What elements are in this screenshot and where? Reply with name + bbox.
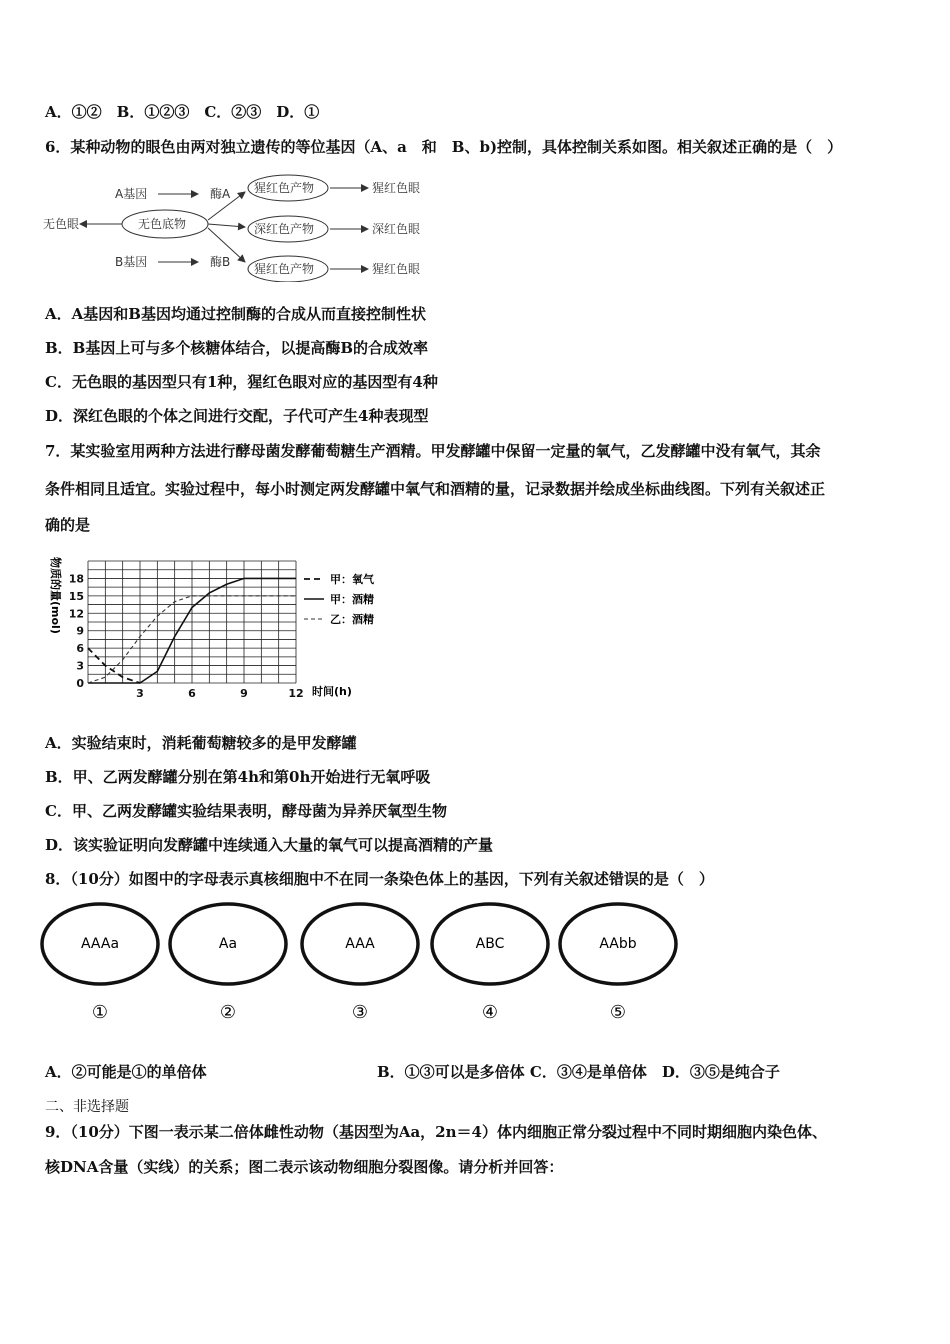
colorless-substrate-label: 无色底物 xyxy=(138,217,187,231)
chart-grid xyxy=(88,561,296,683)
top-product-label: 猩红色产物 xyxy=(254,181,315,195)
q8-option-a: A．②可能是①的单倍体 xyxy=(45,1063,207,1081)
q7-stem-line-3: 确的是 xyxy=(45,516,91,534)
legend-label-2: 乙：酒精 xyxy=(330,613,374,626)
cell-genes-1: AAAa xyxy=(80,936,120,952)
q7-option-b: B．甲、乙两发酵罐分别在第4h和第0h开始进行无氧呼吸 xyxy=(45,768,431,786)
q7-option-d: D．该实验证明向发酵罐中连续通入大量的氧气可以提高酒精的产量 xyxy=(45,836,494,854)
cell-genes-4: ABC xyxy=(475,936,505,952)
y-tick-label: 0 xyxy=(76,677,84,690)
cell-number-2: ② xyxy=(219,1002,237,1023)
bot-eye-label: 猩红色眼 xyxy=(372,262,421,276)
cell-genes-3: AAA xyxy=(345,936,375,952)
gene-a-label: A基因 xyxy=(115,187,148,201)
x-axis-label: 时间(h) xyxy=(312,685,352,698)
q7-option-c: C．甲、乙两发酵罐实验结果表明，酵母菌为异养厌氧型生物 xyxy=(45,802,447,820)
legend-label-0: 甲：氧气 xyxy=(330,573,374,586)
x-tick-label: 6 xyxy=(188,687,196,700)
enzyme-a-label: 酶A xyxy=(210,187,231,201)
y-tick-label: 18 xyxy=(68,572,84,586)
q6-option-d: D．深红色眼的个体之间进行交配，子代可产生4种表现型 xyxy=(45,407,429,425)
q7-option-a: A．实验结束时，消耗葡萄糖较多的是甲发酵罐 xyxy=(45,734,357,752)
cell-genotype-diagram xyxy=(40,900,700,1030)
enzyme-b-label: 酶B xyxy=(210,255,231,269)
y-tick-label: 9 xyxy=(76,624,84,638)
q9-line-1: 9．（10分）下图一表示某二倍体雌性动物（基因型为Aa，2n＝4）体内细胞正常分裂过程中不同时期细胞内染色体、 xyxy=(45,1123,827,1141)
arrow-to-mid-product xyxy=(208,224,245,227)
x-tick-label: 12 xyxy=(288,687,304,700)
x-tick-label: 3 xyxy=(136,687,144,700)
y-tick-label: 6 xyxy=(76,642,84,656)
y-tick-label: 3 xyxy=(76,659,84,673)
cell-number-1: ① xyxy=(91,1002,109,1023)
q9-line-2: 核DNA含量（实线）的关系；图二表示该动物细胞分裂图像。请分析并回答： xyxy=(45,1158,564,1176)
legend-label-1: 甲：酒精 xyxy=(330,593,374,606)
q6-option-c: C．无色眼的基因型只有1种，猩红色眼对应的基因型有4种 xyxy=(45,373,438,391)
fermentation-line-chart xyxy=(40,545,400,705)
y-axis-label: 物质的量(mol) xyxy=(49,557,62,634)
mid-product-label: 深红色产物 xyxy=(254,222,315,236)
mid-eye-label: 深红色眼 xyxy=(372,222,421,236)
q5-options: A．①② B．①②③ C．②③ D．① xyxy=(45,103,320,121)
cell-genes-5: AAbb xyxy=(599,936,637,952)
gene-b-label: B基因 xyxy=(115,255,148,269)
y-tick-label: 15 xyxy=(68,589,84,603)
section-title: 二、非选择题 xyxy=(45,1099,129,1115)
q8-stem: 8．（10分）如图中的字母表示真核细胞中不在同一条染色体上的基因，下列有关叙述错误的是（ ） xyxy=(45,870,714,888)
q6-option-a: A．A基因和B基因均通过控制酶的合成从而直接控制性状 xyxy=(45,305,426,323)
q6-stem: 6．某种动物的眼色由两对独立遗传的等位基因（A、a 和 B、b)控制，具体控制关系如图。相关叙述正确的是（ ） xyxy=(45,138,843,156)
top-eye-label: 猩红色眼 xyxy=(372,181,421,195)
q8-options-bcd: B．①③可以是多倍体 C．③④是单倍体 D．③⑤是纯合子 xyxy=(377,1063,780,1081)
cell-number-4: ④ xyxy=(481,1002,499,1023)
q7-stem-line-1: 7．某实验室用两种方法进行酵母菌发酵葡萄糖生产酒精。甲发酵罐中保留一定量的氧气，乙发酵罐中没有氧气，其余 xyxy=(45,442,821,460)
cell-genes-2: Aa xyxy=(218,936,238,952)
q7-stem-line-2: 条件相同且适宜。实验过程中，每小时测定两发酵罐中氧气和酒精的量，记录数据并绘成坐标曲线图。下列有关叙述正 xyxy=(45,480,826,498)
y-tick-label: 12 xyxy=(68,607,84,621)
bot-product-label: 猩红色产物 xyxy=(254,262,315,276)
cell-number-5: ⑤ xyxy=(609,1002,627,1023)
cell-number-3: ③ xyxy=(351,1002,369,1023)
x-tick-label: 9 xyxy=(240,687,248,700)
colorless-eye-label: 无色眼 xyxy=(43,217,80,231)
q6-option-b: B．B基因上可与多个核糖体结合，以提高酶B的合成效率 xyxy=(45,339,429,357)
eye-color-pathway-diagram xyxy=(40,172,440,282)
